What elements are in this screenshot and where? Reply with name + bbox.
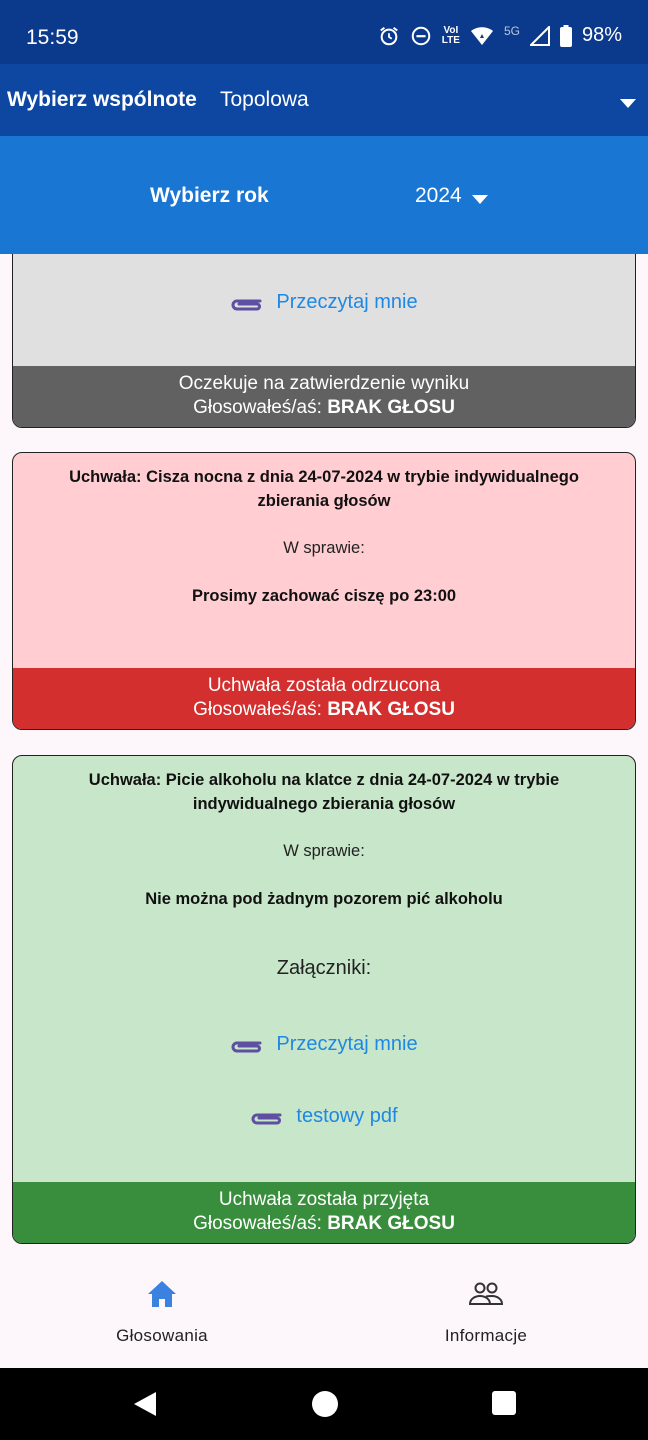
battery-icon <box>560 25 572 47</box>
attachment-label[interactable]: Przeczytaj mnie <box>276 291 418 313</box>
resolution-title: Uchwała: Cisza nocna z dnia 24-07-2024 w trybie indywidualnego zbierania głosów <box>69 468 579 510</box>
wifi-icon <box>470 25 494 47</box>
year-label: Wybierz rok <box>150 184 269 207</box>
attachment-link[interactable] <box>13 1033 635 1056</box>
5g-label: 5G <box>503 23 520 38</box>
vote-label: Głosowałeś/aś: <box>193 699 322 720</box>
result-status: Uchwała została odrzucona <box>207 675 441 696</box>
vote-status <box>13 1212 635 1236</box>
vote-status <box>13 396 635 420</box>
vote-value: BRAK GŁOSU <box>327 397 455 418</box>
resolution-card[interactable] <box>12 452 636 730</box>
dropdown-caret-icon[interactable] <box>620 96 636 114</box>
nav-item-informacje[interactable] <box>386 1276 586 1346</box>
system-navigation-bar <box>0 1368 648 1440</box>
home-button-icon[interactable] <box>311 1390 339 1423</box>
paperclip-icon <box>230 1036 262 1054</box>
community-selector[interactable] <box>0 64 648 136</box>
community-label: Wybierz wspólnote <box>7 88 197 111</box>
in-matter-label: W sprawie: <box>283 842 365 860</box>
status-bar <box>0 0 648 64</box>
battery-percent: 98% <box>581 24 622 46</box>
attachments-heading: Załączniki: <box>276 957 372 979</box>
do-not-disturb-icon <box>410 25 432 47</box>
volte-bottom: LTE <box>441 34 460 46</box>
home-icon <box>62 1276 262 1312</box>
vote-label: Głosowałeś/aś: <box>193 1213 322 1234</box>
volte-icon <box>442 26 460 46</box>
card-footer <box>13 1182 635 1243</box>
status-time: 15:59 <box>26 26 79 49</box>
back-icon[interactable] <box>132 1390 158 1423</box>
resolution-description: Nie można pod żadnym pozorem pić alkoholu <box>145 890 503 908</box>
card-footer <box>13 366 635 427</box>
attachment-label[interactable]: Przeczytaj mnie <box>276 1033 418 1055</box>
paperclip-icon <box>230 294 262 312</box>
year-selector[interactable] <box>0 136 648 254</box>
community-value[interactable]: Topolowa <box>220 88 309 111</box>
status-icons <box>378 24 622 47</box>
vote-value: BRAK GŁOSU <box>327 699 455 720</box>
resolution-title: Uchwała: Picie alkoholu na klatce z dnia 24-07-2024 w trybie indywidualnego zbierania głosów <box>88 771 560 813</box>
attachment-label[interactable]: testowy pdf <box>296 1105 398 1127</box>
dropdown-caret-icon[interactable] <box>472 192 488 210</box>
signal-icon <box>530 26 550 46</box>
people-icon <box>386 1276 586 1312</box>
resolution-description: Prosimy zachować ciszę po 23:00 <box>191 587 457 605</box>
alarm-icon <box>378 25 400 47</box>
card-footer <box>13 668 635 729</box>
vote-label: Głosowałeś/aś: <box>193 397 322 418</box>
vote-status <box>13 698 635 722</box>
nav-label: Głosowania <box>116 1326 208 1345</box>
nav-label: Informacje <box>444 1326 528 1345</box>
attachment-link[interactable] <box>13 291 635 314</box>
volte-top: VoI <box>443 24 459 36</box>
resolution-card <box>12 254 636 428</box>
recents-icon[interactable] <box>491 1390 517 1421</box>
nav-item-glosowania[interactable] <box>62 1276 262 1346</box>
result-status: Uchwała została przyjęta <box>218 1189 430 1210</box>
in-matter-label: W sprawie: <box>283 539 365 557</box>
resolutions-list[interactable] <box>0 254 648 1248</box>
resolution-card[interactable] <box>12 755 636 1244</box>
paperclip-icon <box>250 1108 282 1126</box>
attachment-link[interactable] <box>13 1105 635 1128</box>
bottom-navigation <box>0 1248 648 1368</box>
year-value[interactable]: 2024 <box>415 184 462 207</box>
result-status: Oczekuje na zatwierdzenie wyniku <box>178 373 470 394</box>
vote-value: BRAK GŁOSU <box>327 1213 455 1234</box>
